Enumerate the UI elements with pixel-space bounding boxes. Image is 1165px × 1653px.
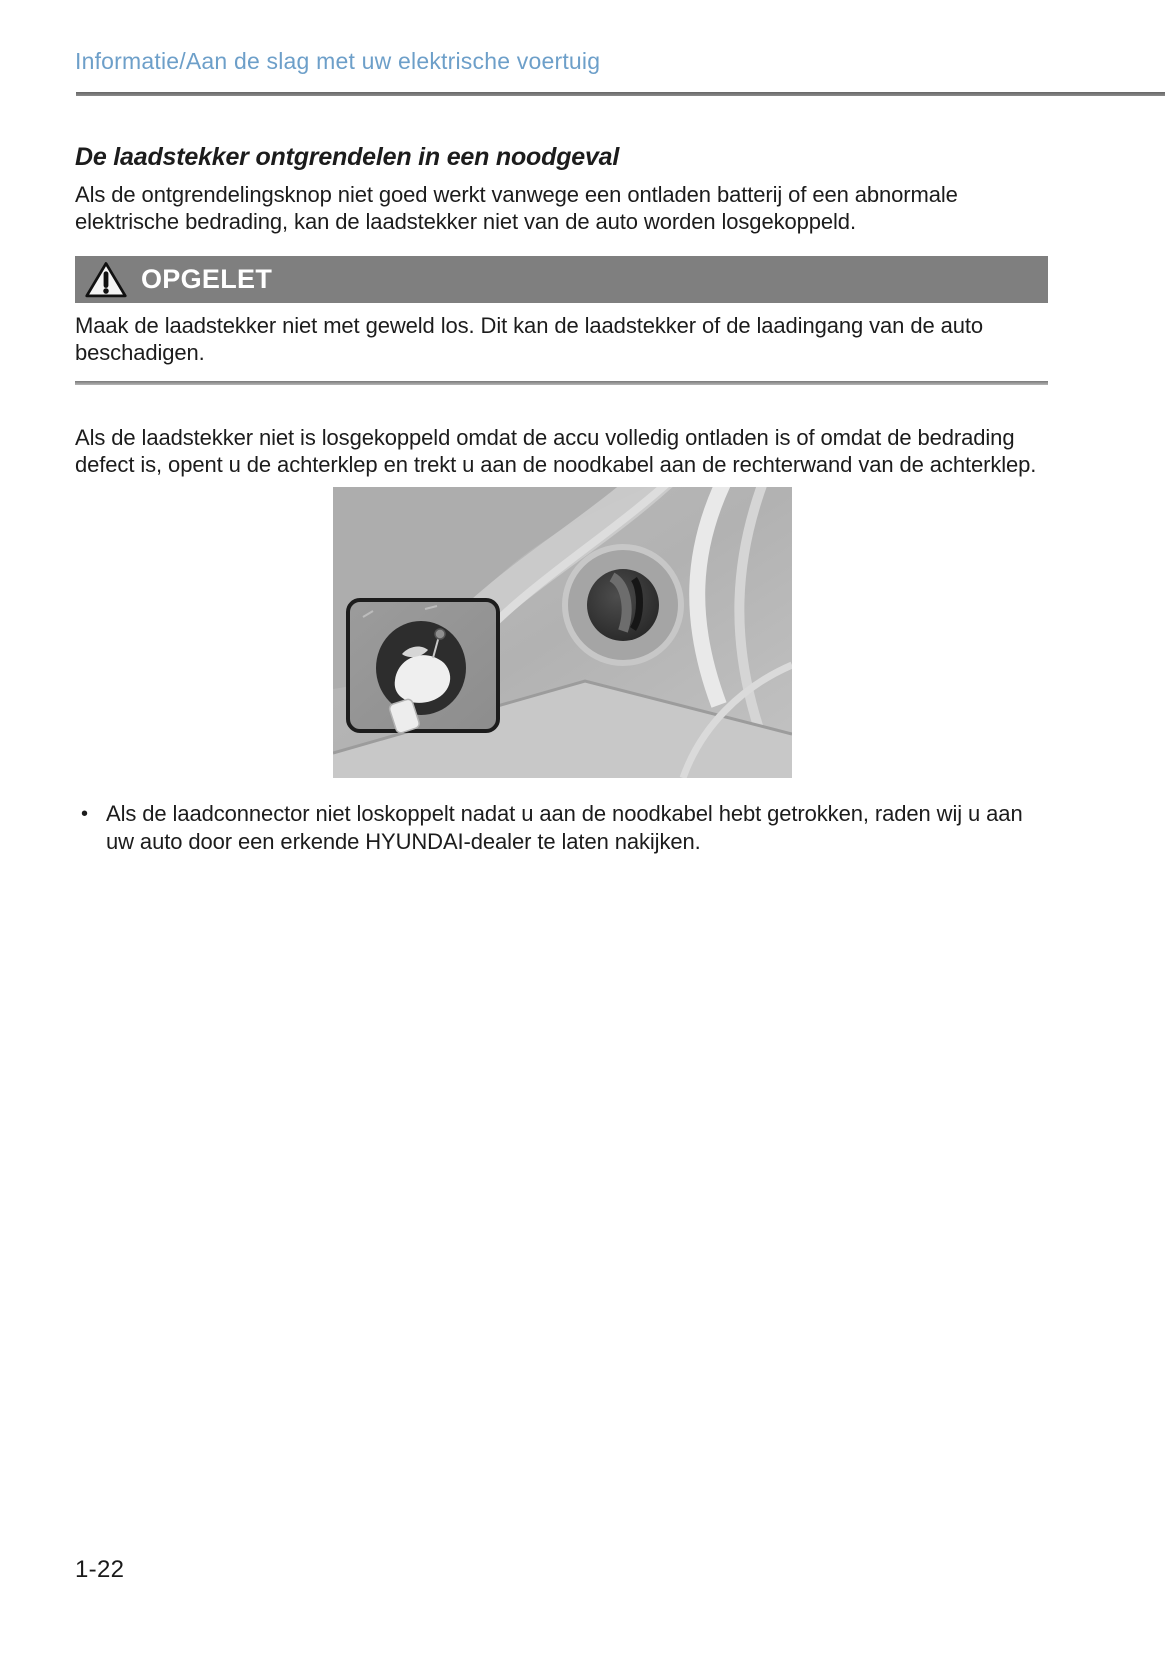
bullet-list	[75, 800, 1048, 856]
list-item: • Als de laadconnector niet loskoppelt nadat u aan de noodkabel hebt getrokken, raden wij u aan uw auto door een erkende HYUNDAI-dealer te laten nakijken.	[75, 800, 1048, 856]
caution-banner	[75, 256, 1048, 303]
emergency-cable-release-photo	[333, 487, 792, 778]
caution-text: Maak de laadstekker niet met geweld los. Dit kan de laadstekker of de laadingang van de auto beschadigen.	[75, 313, 984, 365]
inset-detail	[348, 600, 498, 734]
tailgate-panel-photo	[333, 487, 792, 778]
header-divider	[76, 92, 1165, 96]
running-header: Informatie/Aan de slag met uw elektrische voertuig	[75, 48, 601, 74]
page-number: 1-22	[75, 1556, 125, 1583]
body-paragraph: Als de laadstekker niet is losgekoppeld omdat de accu volledig ontladen is of omdat de bedrading defect is, opent u de achterklep en trekt u aan de noodkabel aan de rechterwand van de achterklep.	[75, 425, 1037, 477]
section-heading: De laadstekker ontgrendelen in een noodgeval	[75, 143, 620, 171]
caution-divider	[75, 381, 1048, 385]
page-content	[75, 143, 1048, 856]
caution-label: OPGELET	[141, 264, 273, 294]
cable-access-hole	[565, 547, 681, 663]
warning-triangle-icon	[84, 260, 128, 300]
intro-paragraph: Als de ontgrendelingsknop niet goed werkt vanwege een ontladen batterij of een abnormale elektrische bedrading, kan de laadstekker niet van de auto worden losgekoppeld.	[75, 182, 958, 234]
